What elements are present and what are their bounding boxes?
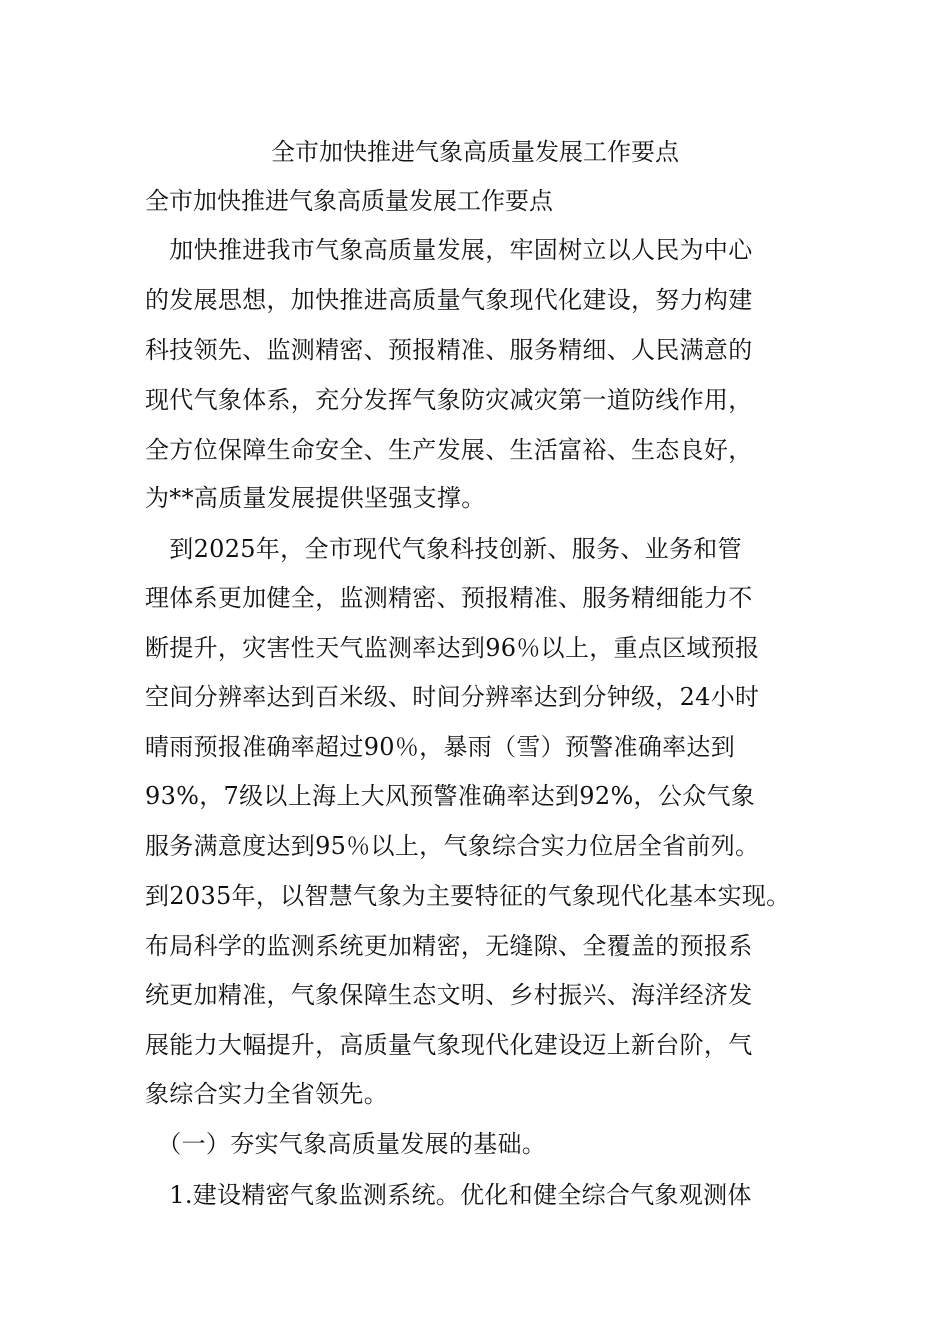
document-title: 全市加快推进气象高质量发展工作要点 [271, 138, 679, 166]
body-line: 展能力大幅提升，高质量气象现代化建设迈上新台阶，气 [145, 1031, 753, 1059]
body-line: 统更加精准，气象保障生态文明、乡村振兴、海洋经济发 [145, 981, 753, 1009]
body-line: 科技领先、监测精密、预报精准、服务精细、人民满意的 [145, 336, 753, 364]
body-line: 到2035年，以智慧气象为主要特征的气象现代化基本实现。 [145, 882, 791, 910]
body-line: 现代气象体系，充分发挥气象防灾减灾第一道防线作用， [145, 386, 753, 414]
body-line: 的发展思想，加快推进高质量气象现代化建设，努力构建 [145, 286, 753, 314]
body-line: 理体系更加健全，监测精密、预报精准、服务精细能力不 [145, 584, 753, 612]
body-line: 布局科学的监测系统更加精密，无缝隙、全覆盖的预报系 [145, 932, 753, 960]
body-line: 象综合实力全省领先。 [145, 1080, 388, 1108]
document-subtitle: 全市加快推进气象高质量发展工作要点 [145, 187, 553, 215]
body-line: 93%，7级以上海上大风预警准确率达到92%，公众气象 [145, 782, 756, 810]
body-line: 晴雨预报准确率超过90％，暴雨（雪）预警准确率达到 [145, 733, 736, 761]
body-line: 加快推进我市气象高质量发展，牢固树立以人民为中心 [145, 236, 753, 264]
body-line: 服务满意度达到95％以上，气象综合实力位居全省前列。 [145, 832, 760, 860]
body-line: 到2025年，全市现代气象科技创新、服务、业务和管 [145, 535, 742, 563]
body-line: 为**高质量发展提供坚强支撑。 [145, 484, 486, 512]
body-line: 断提升，灾害性天气监测率达到96％以上，重点区域预报 [145, 634, 760, 662]
body-line: 1.建设精密气象监测系统。优化和健全综合气象观测体 [145, 1181, 752, 1209]
section-heading: （一）夯实气象高质量发展的基础。 [145, 1130, 547, 1158]
body-line: 空间分辨率达到百米级、时间分辨率达到分钟级，24小时 [145, 683, 760, 711]
body-line: 全方位保障生命安全、生产发展、生活富裕、生态良好， [145, 436, 753, 464]
